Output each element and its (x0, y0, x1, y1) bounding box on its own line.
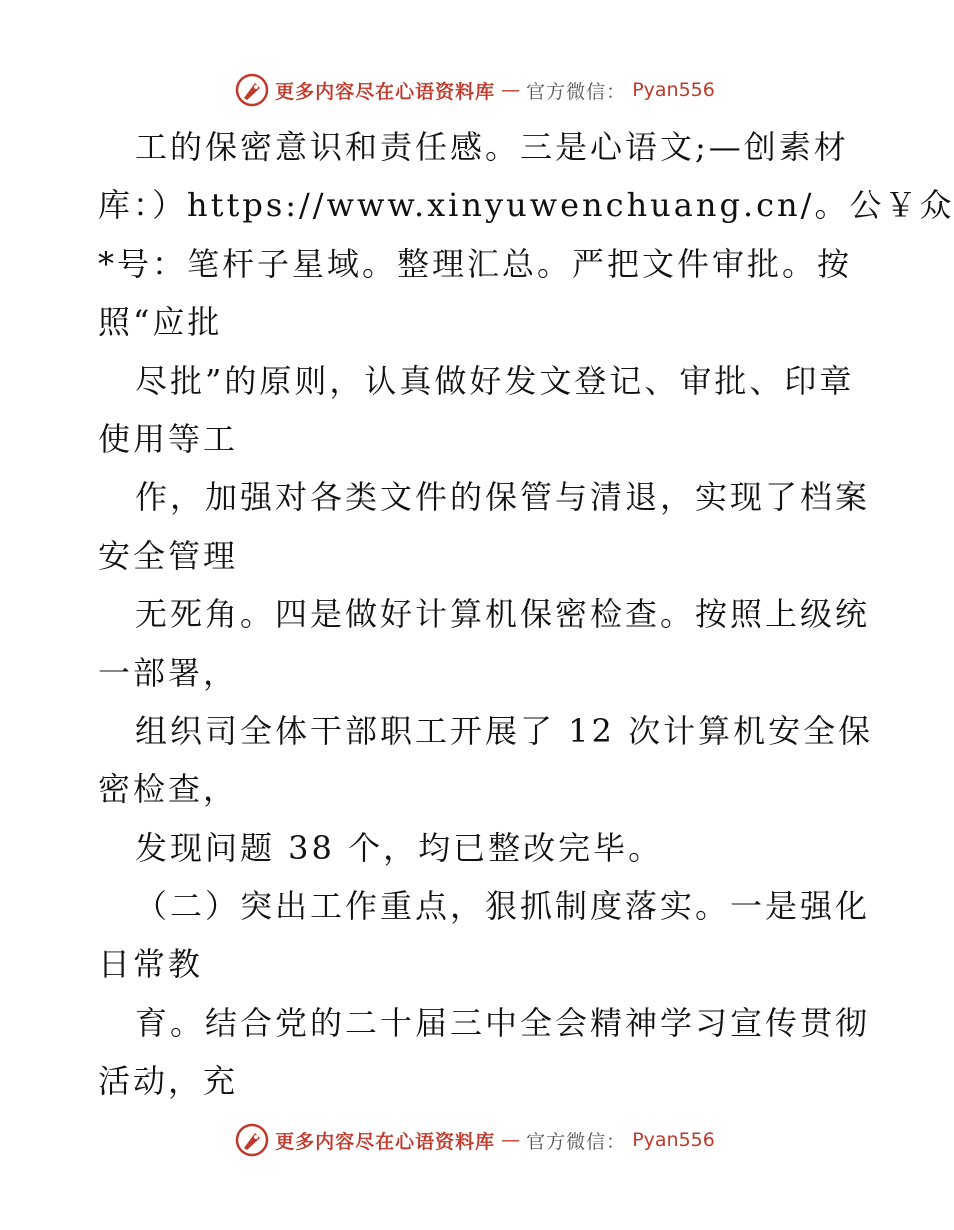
text-line: *号：笔杆子星域。整理汇总。严把文件审批。按 (98, 244, 853, 283)
text-line: 育。结合党的二十届三中全会精神学习宣传贯彻 (135, 1003, 871, 1042)
text-line: 作，加强对各类文件的保管与清退，实现了档案 (135, 478, 871, 517)
header-watermark (0, 70, 950, 110)
watermark-dash: — (501, 79, 521, 101)
text-line: 工的保密意识和责任感。三是心语文;—创素材 (135, 128, 849, 166)
text-line: 照“应批 (98, 303, 223, 342)
text-line: 组织司全体干部职工开展了 12 次计算机安全保 (135, 711, 874, 750)
text-line: 发现问题 38 个，均已整改完毕。 (135, 828, 664, 867)
text-line: 尽批”的原则，认真做好发文登记、审批、印章 (135, 361, 855, 400)
text-line: 日常教 (98, 945, 204, 984)
watermark-dash: — (501, 1129, 521, 1151)
text-line: 安全管理 (98, 536, 239, 575)
document-body (98, 118, 954, 1111)
watermark-id: Pyan556 (632, 1129, 715, 1151)
footer-watermark (0, 1120, 950, 1160)
watermark-text: 更多内容尽在心语资料库 (275, 80, 496, 103)
text-line: 库：）https://www.xinyuwenchuang.cn/。公￥众 (98, 186, 954, 225)
text-line: 无死角。四是做好计算机保密检查。按照上级统 (135, 595, 871, 634)
text-line: 一部署， (98, 653, 239, 692)
watermark-label: 官方微信： (526, 80, 627, 103)
text-line: （二）突出工作重点，狠抓制度落实。一是强化 (135, 887, 871, 926)
pen-nib-icon (235, 1123, 269, 1157)
watermark-id: Pyan556 (632, 79, 715, 101)
text-line: 活动，充 (98, 1062, 239, 1101)
text-line: 使用等工 (98, 419, 239, 458)
watermark-text: 更多内容尽在心语资料库 (275, 1130, 496, 1153)
watermark-label: 官方微信： (526, 1130, 627, 1153)
pen-nib-icon (235, 73, 269, 107)
text-line: 密检查， (98, 770, 239, 809)
